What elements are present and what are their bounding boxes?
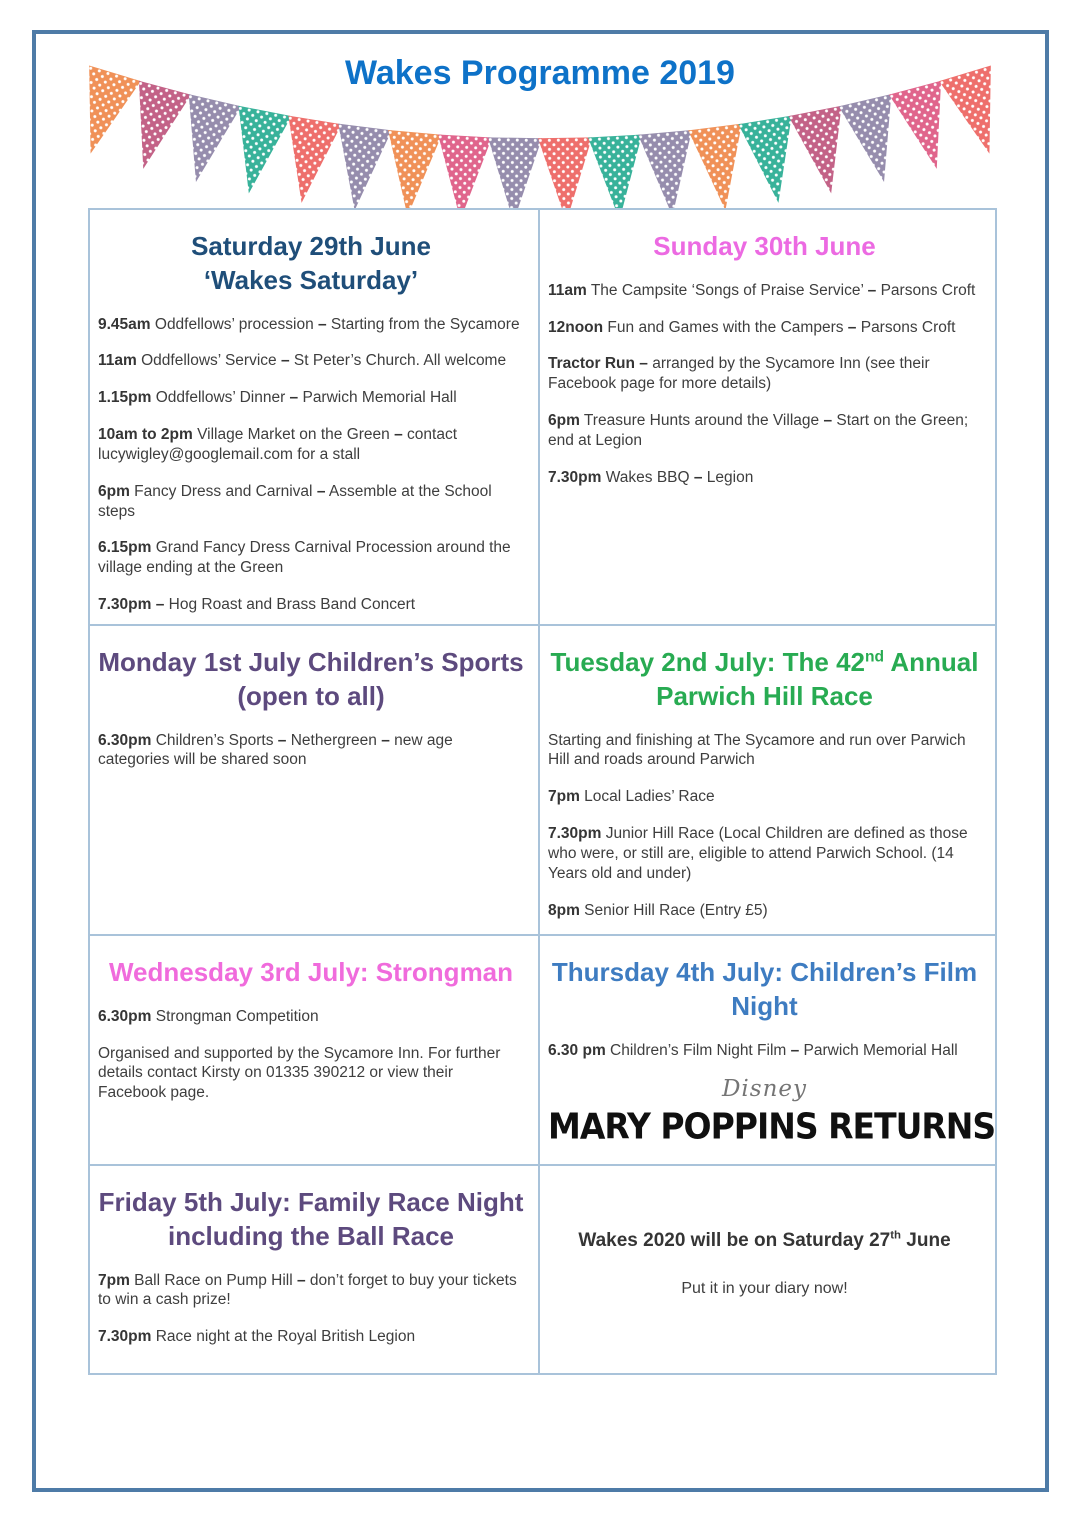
event-entry: 6.30 pm Children’s Film Night Film – Parwich Memorial Hall [548, 1041, 958, 1059]
bunting-flag-teal [738, 116, 805, 208]
bunting-flag-orange [381, 130, 442, 218]
film-title: MARY POPPINS RETURNS [548, 1105, 995, 1148]
event-entry: 7.30pm – Hog Roast and Brass Band Concert [98, 596, 416, 614]
cell-saturday [90, 210, 540, 626]
cell-wednesday [90, 936, 540, 1166]
cell-header: Tuesday 2nd July: The 42nd Annual Parwich Hill Race [550, 647, 979, 711]
event-entry: 9.45am Oddfellows’ procession – Starting from the Sycamore [98, 315, 520, 333]
event-entry: 11am Oddfellows’ Service – St Peter’s Church. All welcome [98, 352, 507, 370]
event-entry: 7pm Local Ladies’ Race [548, 788, 715, 806]
cell-header: Friday 5th July: Family Race Night including the Ball Race [98, 1187, 524, 1251]
event-entry: Tractor Run – arranged by the Sycamore Inn (see their Facebook page for more details) [548, 355, 930, 393]
cell-header: Monday 1st July Children’s Sports (open to all) [98, 647, 524, 711]
page-title: Wakes Programme 2019 [345, 54, 735, 92]
event-entry: 7.30pm Wakes BBQ – Legion [548, 468, 754, 486]
cell-thursday [540, 936, 995, 1166]
event-entry: Starting and finishing at The Sycamore and run over Parwich Hill and roads around Parwich [548, 731, 966, 769]
event-entry: 7pm Ball Race on Pump Hill – don’t forget to buy your tickets to win a cash prize! [98, 1271, 517, 1309]
event-entry: 6pm Fancy Dress and Carnival – Assemble at the School steps [98, 482, 492, 520]
bunting-flag-salmon [275, 116, 342, 208]
bunting-flag-gray_purple [638, 130, 699, 218]
cell-header: Sunday 30th June [653, 231, 876, 261]
cell-wakes2020 [540, 1166, 995, 1373]
event-entry: 10am to 2pm Village Market on the Green – contact lucywigley@googlemail.com for a stall [98, 426, 457, 463]
cell-monday [90, 626, 540, 936]
event-entry: 7.30pm Race night at the Royal British Legion [98, 1328, 416, 1346]
event-entry: 12noon Fun and Games with the Campers – Parsons Croft [548, 318, 956, 336]
event-entry: 1.15pm Oddfellows’ Dinner – Parwich Memorial Hall [98, 389, 457, 407]
cell-header: Wednesday 3rd July: Strongman [108, 957, 514, 987]
event-entry: 11am The Campsite ‘Songs of Praise Service’ – Parsons Croft [548, 281, 976, 299]
event-entry: 6.15pm Grand Fancy Dress Carnival Procession around the village ending at the Green [98, 539, 511, 577]
event-entry: 6.30pm Strongman Competition [98, 1007, 319, 1025]
event-entry: 6pm Treasure Hunts around the Village – Start on the Green; end at Legion [548, 412, 969, 449]
cell-header: Thursday 4th July: Children’s Film Night [551, 957, 978, 1021]
event-entry: 7.30pm Junior Hill Race (Local Children are defined as those who were, or still are, eligible to attend Parwich School. (14 Years old and under) [548, 825, 968, 882]
programme-table [88, 208, 997, 1375]
cell-tuesday [540, 626, 995, 936]
event-entry: 8pm Senior Hill Race (Entry £5) [548, 901, 768, 919]
event-entry: 6.30pm Children’s Sports – Nethergreen – new age categories will be shared soon [98, 731, 453, 769]
cell-friday [90, 1166, 540, 1373]
event-entry: Wakes 2020 will be on Saturday 27th June [578, 1229, 951, 1251]
bunting-flag-gray_purple [328, 124, 392, 214]
bunting-flag-orange [688, 124, 752, 214]
disney-label: Disney [721, 1076, 808, 1103]
event-entry: Organised and supported by the Sycamore Inn. For further details contact Kirsty on 01335 390212 or view their Facebook page. [98, 1044, 501, 1102]
event-entry: Put it in your diary now! [681, 1280, 848, 1298]
cell-sunday [540, 210, 995, 626]
cell-header: Saturday 29th June ‘Wakes Saturday’ [191, 231, 431, 295]
